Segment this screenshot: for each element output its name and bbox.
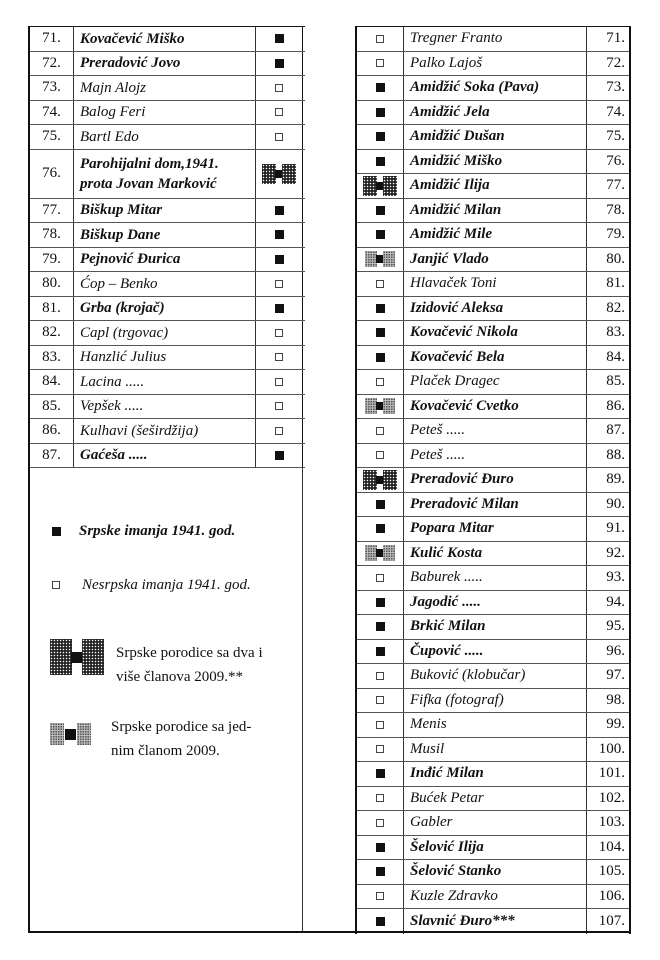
legend-label: Nesrpska imanja 1941. god. (82, 577, 251, 593)
owner-name: Kuzle Zdravko (404, 885, 587, 909)
row-number: 75. (606, 128, 625, 145)
table-row (30, 150, 305, 199)
row-number: 83. (30, 346, 74, 370)
row-number: 76. (30, 150, 74, 198)
owner-name: Šelović Stanko (404, 860, 587, 884)
row-number: 73. (30, 76, 74, 100)
table-row (357, 76, 629, 101)
filled-square-icon (376, 843, 385, 852)
owner-name: Amidžić Jela (404, 101, 587, 125)
owner-name: Amidžić Miško (404, 150, 587, 174)
status-cell (357, 885, 404, 909)
empty-square-icon (376, 280, 384, 288)
empty-square-icon (275, 329, 283, 337)
row-number: 72. (606, 54, 625, 71)
table-row (30, 199, 305, 224)
family-single-member-icon (365, 251, 395, 267)
owner-name: Izidović Aleksa (404, 297, 587, 321)
table-row (357, 370, 629, 395)
table-row (357, 885, 629, 910)
owner-name: Amidžić Soka (Pava) (404, 76, 587, 100)
table-row (30, 125, 305, 150)
owner-name: Tregner Franto (404, 27, 587, 51)
owner-name: Kovačević Nikola (404, 321, 587, 345)
legend-item-non-serbian (52, 573, 251, 597)
owner-name: Balog Feri (74, 101, 256, 125)
filled-square-icon (376, 157, 385, 166)
row-number: 104. (598, 838, 625, 855)
status-cell (256, 125, 303, 149)
table-row (357, 713, 629, 738)
empty-square-icon (275, 84, 283, 92)
row-number: 85. (30, 395, 74, 419)
owner-name: Menis (404, 713, 587, 737)
filled-square-icon (376, 328, 385, 337)
owner-name: Slavnić Đuro*** (404, 909, 587, 934)
status-cell (357, 297, 404, 321)
filled-square-icon (376, 917, 385, 926)
right-property-table (355, 26, 631, 934)
table-row (357, 615, 629, 640)
empty-square-icon (275, 402, 283, 410)
empty-square-icon (376, 819, 384, 827)
owner-name: Jagodić ..... (404, 591, 587, 615)
status-cell (256, 76, 303, 100)
row-number: 74. (30, 101, 74, 125)
family-single-member-icon (365, 545, 395, 561)
filled-square-icon (275, 59, 284, 68)
status-cell (357, 836, 404, 860)
owner-name: Popara Mitar (404, 517, 587, 541)
table-row (357, 493, 629, 518)
table-row (357, 223, 629, 248)
row-number: 79. (606, 226, 625, 243)
row-number: 78. (30, 223, 74, 247)
row-number: 94. (606, 593, 625, 610)
row-number: 88. (606, 446, 625, 463)
table-row (357, 346, 629, 371)
owner-name: Peteš ..... (404, 444, 587, 468)
empty-square-icon (275, 280, 283, 288)
empty-square-icon (376, 378, 384, 386)
empty-square-icon (376, 721, 384, 729)
owner-name: Majn Alojz (74, 76, 256, 100)
owner-name: Hlavaček Toni (404, 272, 587, 296)
status-cell (357, 223, 404, 247)
status-cell (256, 199, 303, 223)
table-row (357, 125, 629, 150)
family-multi-member-icon (262, 164, 296, 184)
row-number: 93. (606, 569, 625, 586)
row-number: 80. (606, 250, 625, 267)
empty-square-icon (275, 353, 283, 361)
table-bottom-border (28, 931, 631, 933)
owner-name: Buković (klobučar) (404, 664, 587, 688)
family-multi-member-icon (50, 639, 104, 675)
table-row (30, 419, 305, 444)
status-cell (357, 346, 404, 370)
row-number: 100. (598, 740, 625, 757)
status-cell (256, 395, 303, 419)
table-row (30, 223, 305, 248)
table-row (30, 248, 305, 273)
status-cell (357, 444, 404, 468)
filled-square-icon (376, 230, 385, 239)
row-number: 106. (598, 887, 625, 904)
status-cell (357, 640, 404, 664)
legend-label: Srpske porodice sa jed-nim članom 2009. (111, 719, 252, 759)
row-number: 89. (606, 471, 625, 488)
owner-name: Pejnović Đurica (74, 248, 256, 272)
owner-name: Gaćeša ..... (74, 444, 256, 468)
empty-square-icon (376, 35, 384, 43)
owner-name: Ćop – Benko (74, 272, 256, 296)
row-number: 97. (606, 667, 625, 684)
legend (28, 467, 303, 932)
status-cell (357, 125, 404, 149)
row-number: 92. (606, 544, 625, 561)
table-row (357, 395, 629, 420)
empty-square-icon (376, 574, 384, 582)
table-row (30, 101, 305, 126)
table-row (357, 297, 629, 322)
table-row (357, 52, 629, 77)
owner-name: Biškup Dane (74, 223, 256, 247)
table-row (357, 444, 629, 469)
row-number: 80. (30, 272, 74, 296)
empty-square-icon (376, 892, 384, 900)
status-cell (256, 248, 303, 272)
row-number: 77. (606, 177, 625, 194)
owner-name: Bućek Petar (404, 787, 587, 811)
owner-name: Bartl Edo (74, 125, 256, 149)
owner-name: Kulhavi (šeširdžija) (74, 419, 256, 443)
filled-square-icon (376, 108, 385, 117)
table-row (357, 860, 629, 885)
owner-name: Kulić Kosta (404, 542, 587, 566)
row-number: 84. (606, 348, 625, 365)
row-number: 87. (30, 444, 74, 468)
table-row (357, 811, 629, 836)
status-cell (357, 493, 404, 517)
owner-name (74, 150, 256, 198)
row-number: 71. (30, 27, 74, 51)
empty-square-icon (52, 581, 60, 589)
owner-name: Kovačević Miško (74, 27, 256, 51)
row-number: 71. (606, 30, 625, 47)
row-number: 77. (30, 199, 74, 223)
table-row (357, 174, 629, 199)
filled-square-icon (275, 34, 284, 43)
row-number: 74. (606, 103, 625, 120)
table-row (357, 664, 629, 689)
status-cell (357, 27, 404, 51)
owner-name: Čupović ..... (404, 640, 587, 664)
filled-square-icon (275, 206, 284, 215)
row-number: 90. (606, 495, 625, 512)
table-row (357, 321, 629, 346)
owner-name: Amidžić Dušan (404, 125, 587, 149)
filled-square-icon (376, 304, 385, 313)
table-row (357, 738, 629, 763)
owner-name: Preradović Milan (404, 493, 587, 517)
left-property-table (28, 26, 305, 468)
status-cell (256, 101, 303, 125)
table-row (357, 909, 629, 934)
table-row (357, 787, 629, 812)
table-row (357, 272, 629, 297)
table-row (30, 76, 305, 101)
status-cell (357, 787, 404, 811)
empty-square-icon (376, 794, 384, 802)
table-row (357, 150, 629, 175)
owner-name-line: prota Jovan Marković (80, 175, 217, 192)
status-cell (357, 321, 404, 345)
table-row (30, 272, 305, 297)
table-row (30, 297, 305, 322)
owner-name: Kovačević Bela (404, 346, 587, 370)
table-row (357, 199, 629, 224)
row-number: 82. (30, 321, 74, 345)
row-number: 96. (606, 642, 625, 659)
row-number: 86. (30, 419, 74, 443)
status-cell (357, 566, 404, 590)
status-cell (357, 370, 404, 394)
filled-square-icon (376, 206, 385, 215)
row-number: 105. (598, 863, 625, 880)
status-cell (357, 713, 404, 737)
filled-square-icon (376, 524, 385, 533)
table-row (357, 542, 629, 567)
filled-square-icon (376, 83, 385, 92)
status-cell (357, 52, 404, 76)
filled-square-icon (376, 500, 385, 509)
status-cell (256, 27, 303, 51)
status-cell (357, 738, 404, 762)
table-row (30, 444, 305, 469)
status-cell (357, 909, 404, 934)
owner-name: Vepšek ..... (74, 395, 256, 419)
row-number: 103. (598, 814, 625, 831)
status-cell (357, 272, 404, 296)
empty-square-icon (376, 672, 384, 680)
filled-square-icon (275, 230, 284, 239)
row-number: 72. (30, 52, 74, 76)
row-number: 101. (598, 765, 625, 782)
family-multi-member-icon (363, 176, 397, 196)
table-row (357, 640, 629, 665)
row-number: 79. (30, 248, 74, 272)
row-number: 83. (606, 324, 625, 341)
row-number: 78. (606, 201, 625, 218)
status-cell (256, 223, 303, 247)
owner-name: Grba (krojač) (74, 297, 256, 321)
filled-square-icon (376, 622, 385, 631)
row-number: 91. (606, 520, 625, 537)
status-cell (256, 150, 303, 198)
empty-square-icon (376, 427, 384, 435)
table-row (30, 321, 305, 346)
owner-name: Lacina ..... (74, 370, 256, 394)
table-row (357, 468, 629, 493)
legend-label: Srpske imanja 1941. god. (79, 523, 236, 539)
table-row (357, 566, 629, 591)
row-number: 99. (606, 716, 625, 733)
empty-square-icon (275, 133, 283, 141)
status-cell (357, 860, 404, 884)
owner-name: Baburek ..... (404, 566, 587, 590)
owner-name: Šelović Ilija (404, 836, 587, 860)
table-row (357, 248, 629, 273)
filled-square-icon (376, 769, 385, 778)
status-cell (256, 370, 303, 394)
row-number: 85. (606, 373, 625, 390)
row-number: 84. (30, 370, 74, 394)
filled-square-icon (376, 867, 385, 876)
row-number: 86. (606, 397, 625, 414)
filled-square-icon (275, 304, 284, 313)
status-cell (357, 395, 404, 419)
table-row (357, 591, 629, 616)
status-cell (357, 468, 404, 492)
legend-label: Srpske porodice sa dva i više članova 2009.** (116, 645, 263, 685)
status-cell (357, 150, 404, 174)
filled-square-icon (376, 132, 385, 141)
row-number: 102. (598, 789, 625, 806)
status-cell (357, 542, 404, 566)
status-cell (357, 689, 404, 713)
legend-item-family-single (50, 719, 261, 763)
empty-square-icon (376, 696, 384, 704)
status-cell (357, 199, 404, 223)
owner-name: Amidžić Mile (404, 223, 587, 247)
owner-name: Amidžić Milan (404, 199, 587, 223)
owner-name: Brkić Milan (404, 615, 587, 639)
table-row (30, 395, 305, 420)
row-number: 87. (606, 422, 625, 439)
row-number: 76. (606, 152, 625, 169)
status-cell (256, 52, 303, 76)
family-single-member-icon (50, 723, 91, 745)
table-row (357, 689, 629, 714)
table-row (30, 346, 305, 371)
empty-square-icon (376, 745, 384, 753)
legend-item-family-multi (50, 639, 276, 689)
status-cell (357, 591, 404, 615)
owner-name: Preradović Jovo (74, 52, 256, 76)
status-cell (357, 174, 404, 198)
status-cell (357, 101, 404, 125)
owner-name-line: Parohijalni dom,1941. (80, 155, 219, 172)
empty-square-icon (275, 108, 283, 116)
table-row (30, 370, 305, 395)
owner-name: Amidžić Ilija (404, 174, 587, 198)
owner-name: Hanzlić Julius (74, 346, 256, 370)
owner-name: Capl (trgovac) (74, 321, 256, 345)
status-cell (256, 272, 303, 296)
row-number: 95. (606, 618, 625, 635)
row-number: 73. (606, 79, 625, 96)
status-cell (357, 248, 404, 272)
filled-square-icon (275, 255, 284, 264)
filled-square-icon (376, 353, 385, 362)
status-cell (256, 419, 303, 443)
row-number: 81. (606, 275, 625, 292)
status-cell (256, 444, 303, 468)
owner-name: Janjić Vlado (404, 248, 587, 272)
status-cell (357, 762, 404, 786)
owner-name: Palko Lajoš (404, 52, 587, 76)
empty-square-icon (376, 59, 384, 67)
family-single-member-icon (365, 398, 395, 414)
filled-square-icon (376, 598, 385, 607)
empty-square-icon (275, 378, 283, 386)
legend-item-serbian (52, 519, 235, 543)
row-number: 107. (598, 912, 625, 929)
filled-square-icon (376, 647, 385, 656)
owner-name: Gabler (404, 811, 587, 835)
row-number: 82. (606, 299, 625, 316)
empty-square-icon (376, 451, 384, 459)
family-multi-member-icon (363, 470, 397, 490)
row-number: 81. (30, 297, 74, 321)
status-cell (357, 76, 404, 100)
status-cell (256, 297, 303, 321)
owner-name: Peteš ..... (404, 419, 587, 443)
status-cell (256, 346, 303, 370)
empty-square-icon (275, 427, 283, 435)
filled-square-icon (275, 451, 284, 460)
table-row (357, 762, 629, 787)
status-cell (357, 664, 404, 688)
status-cell (357, 419, 404, 443)
row-number: 75. (30, 125, 74, 149)
table-row (30, 27, 305, 52)
owner-name: Biškup Mitar (74, 199, 256, 223)
table-row (30, 52, 305, 77)
row-number: 98. (606, 691, 625, 708)
table-row (357, 419, 629, 444)
owner-name: Preradović Đuro (404, 468, 587, 492)
table-row (357, 27, 629, 52)
status-cell (357, 615, 404, 639)
status-cell (256, 321, 303, 345)
status-cell (357, 517, 404, 541)
table-row (357, 836, 629, 861)
owner-name: Musil (404, 738, 587, 762)
owner-name: Fifka (fotograf) (404, 689, 587, 713)
table-row (357, 517, 629, 542)
owner-name: Plaček Dragec (404, 370, 587, 394)
owner-name: Inđić Milan (404, 762, 587, 786)
owner-name: Kovačević Cvetko (404, 395, 587, 419)
status-cell (357, 811, 404, 835)
table-row (357, 101, 629, 126)
filled-square-icon (52, 527, 61, 536)
